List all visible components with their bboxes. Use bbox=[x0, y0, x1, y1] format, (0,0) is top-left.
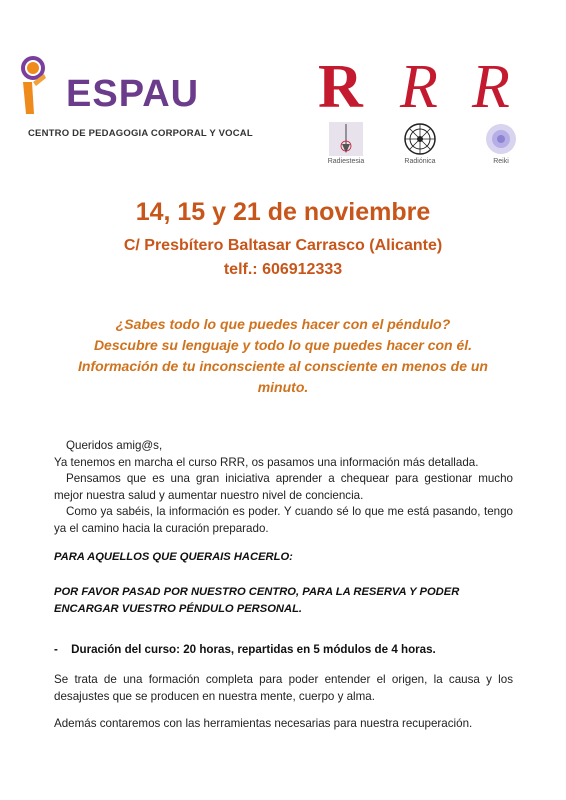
event-phone: telf.: 606912333 bbox=[223, 261, 343, 278]
duration-item bbox=[54, 643, 436, 656]
espau-logo-text: ESPAU bbox=[66, 73, 200, 115]
espau-logo-figure bbox=[20, 52, 60, 122]
rrr-letter-radionica: R bbox=[400, 53, 438, 121]
caps-notice-heading: PARA AQUELLOS QUE QUERAIS HACERLO: bbox=[54, 551, 293, 563]
radionic-chart-icon bbox=[403, 122, 437, 156]
question-line: Descubre su lenguaje y todo lo que puedes hacer con él. bbox=[93, 337, 473, 353]
reiki-icon bbox=[484, 122, 518, 156]
letter-body bbox=[54, 438, 513, 537]
bullet-dash: - bbox=[54, 643, 58, 656]
paragraph: Ya tenemos en marcha el curso RRR, os pasamos una información más detallada. bbox=[54, 455, 479, 469]
paragraph: Además contaremos con las herramientas necesarias para nuestra recuperación. bbox=[54, 717, 473, 730]
paragraph: Se trata de una formación completa para poder entender el origen, la causa y los desajustes que se producen en nuestra mente, cuerpo y alma. bbox=[54, 673, 513, 703]
question-line: ¿Sabes todo lo que puedes hacer con el péndulo? bbox=[115, 316, 451, 332]
event-dates: 14, 15 y 21 de noviembre bbox=[135, 198, 431, 226]
caps-notice-instruction: POR FAVOR PASAD POR NUESTRO CENTRO, PARA LA RESERVA Y PODER ENCARGAR VUESTRO PÉNDULO PERSONAL. bbox=[54, 586, 460, 615]
rrr-letter-reiki: R bbox=[472, 53, 510, 121]
paragraph: Como ya sabéis, la información es poder. Y cuando sé lo que me está pasando, tengo ya el camino hacia la curación preparado. bbox=[54, 505, 513, 535]
rrr-letter-radiestesia: R bbox=[318, 53, 363, 121]
greeting: Queridos amig@s, bbox=[66, 439, 163, 452]
question-line: Información de tu inconsciente al consciente en menos de un minuto. bbox=[78, 358, 488, 395]
duration-text: Duración del curso: 20 horas, repartidas en 5 módulos de 4 horas. bbox=[71, 643, 436, 656]
rrr-caption-radionica: Radiónica bbox=[404, 158, 436, 165]
espau-logo-subtitle: CENTRO DE PEDAGOGIA CORPORAL Y VOCAL bbox=[28, 128, 253, 139]
pendulum-icon bbox=[329, 122, 363, 156]
event-address: C/ Presbítero Baltasar Carrasco (Alicante) bbox=[123, 237, 443, 254]
rrr-caption-reiki: Reiki bbox=[493, 158, 509, 165]
paragraph: Pensamos que es una gran iniciativa aprender a chequear para gestionar mucho mejor nuestra salud y aumentar nuestro nivel de conciencia. bbox=[54, 472, 513, 502]
rrr-caption-radiestesia: Radiestesia bbox=[327, 158, 365, 165]
intro-questions bbox=[60, 314, 506, 398]
